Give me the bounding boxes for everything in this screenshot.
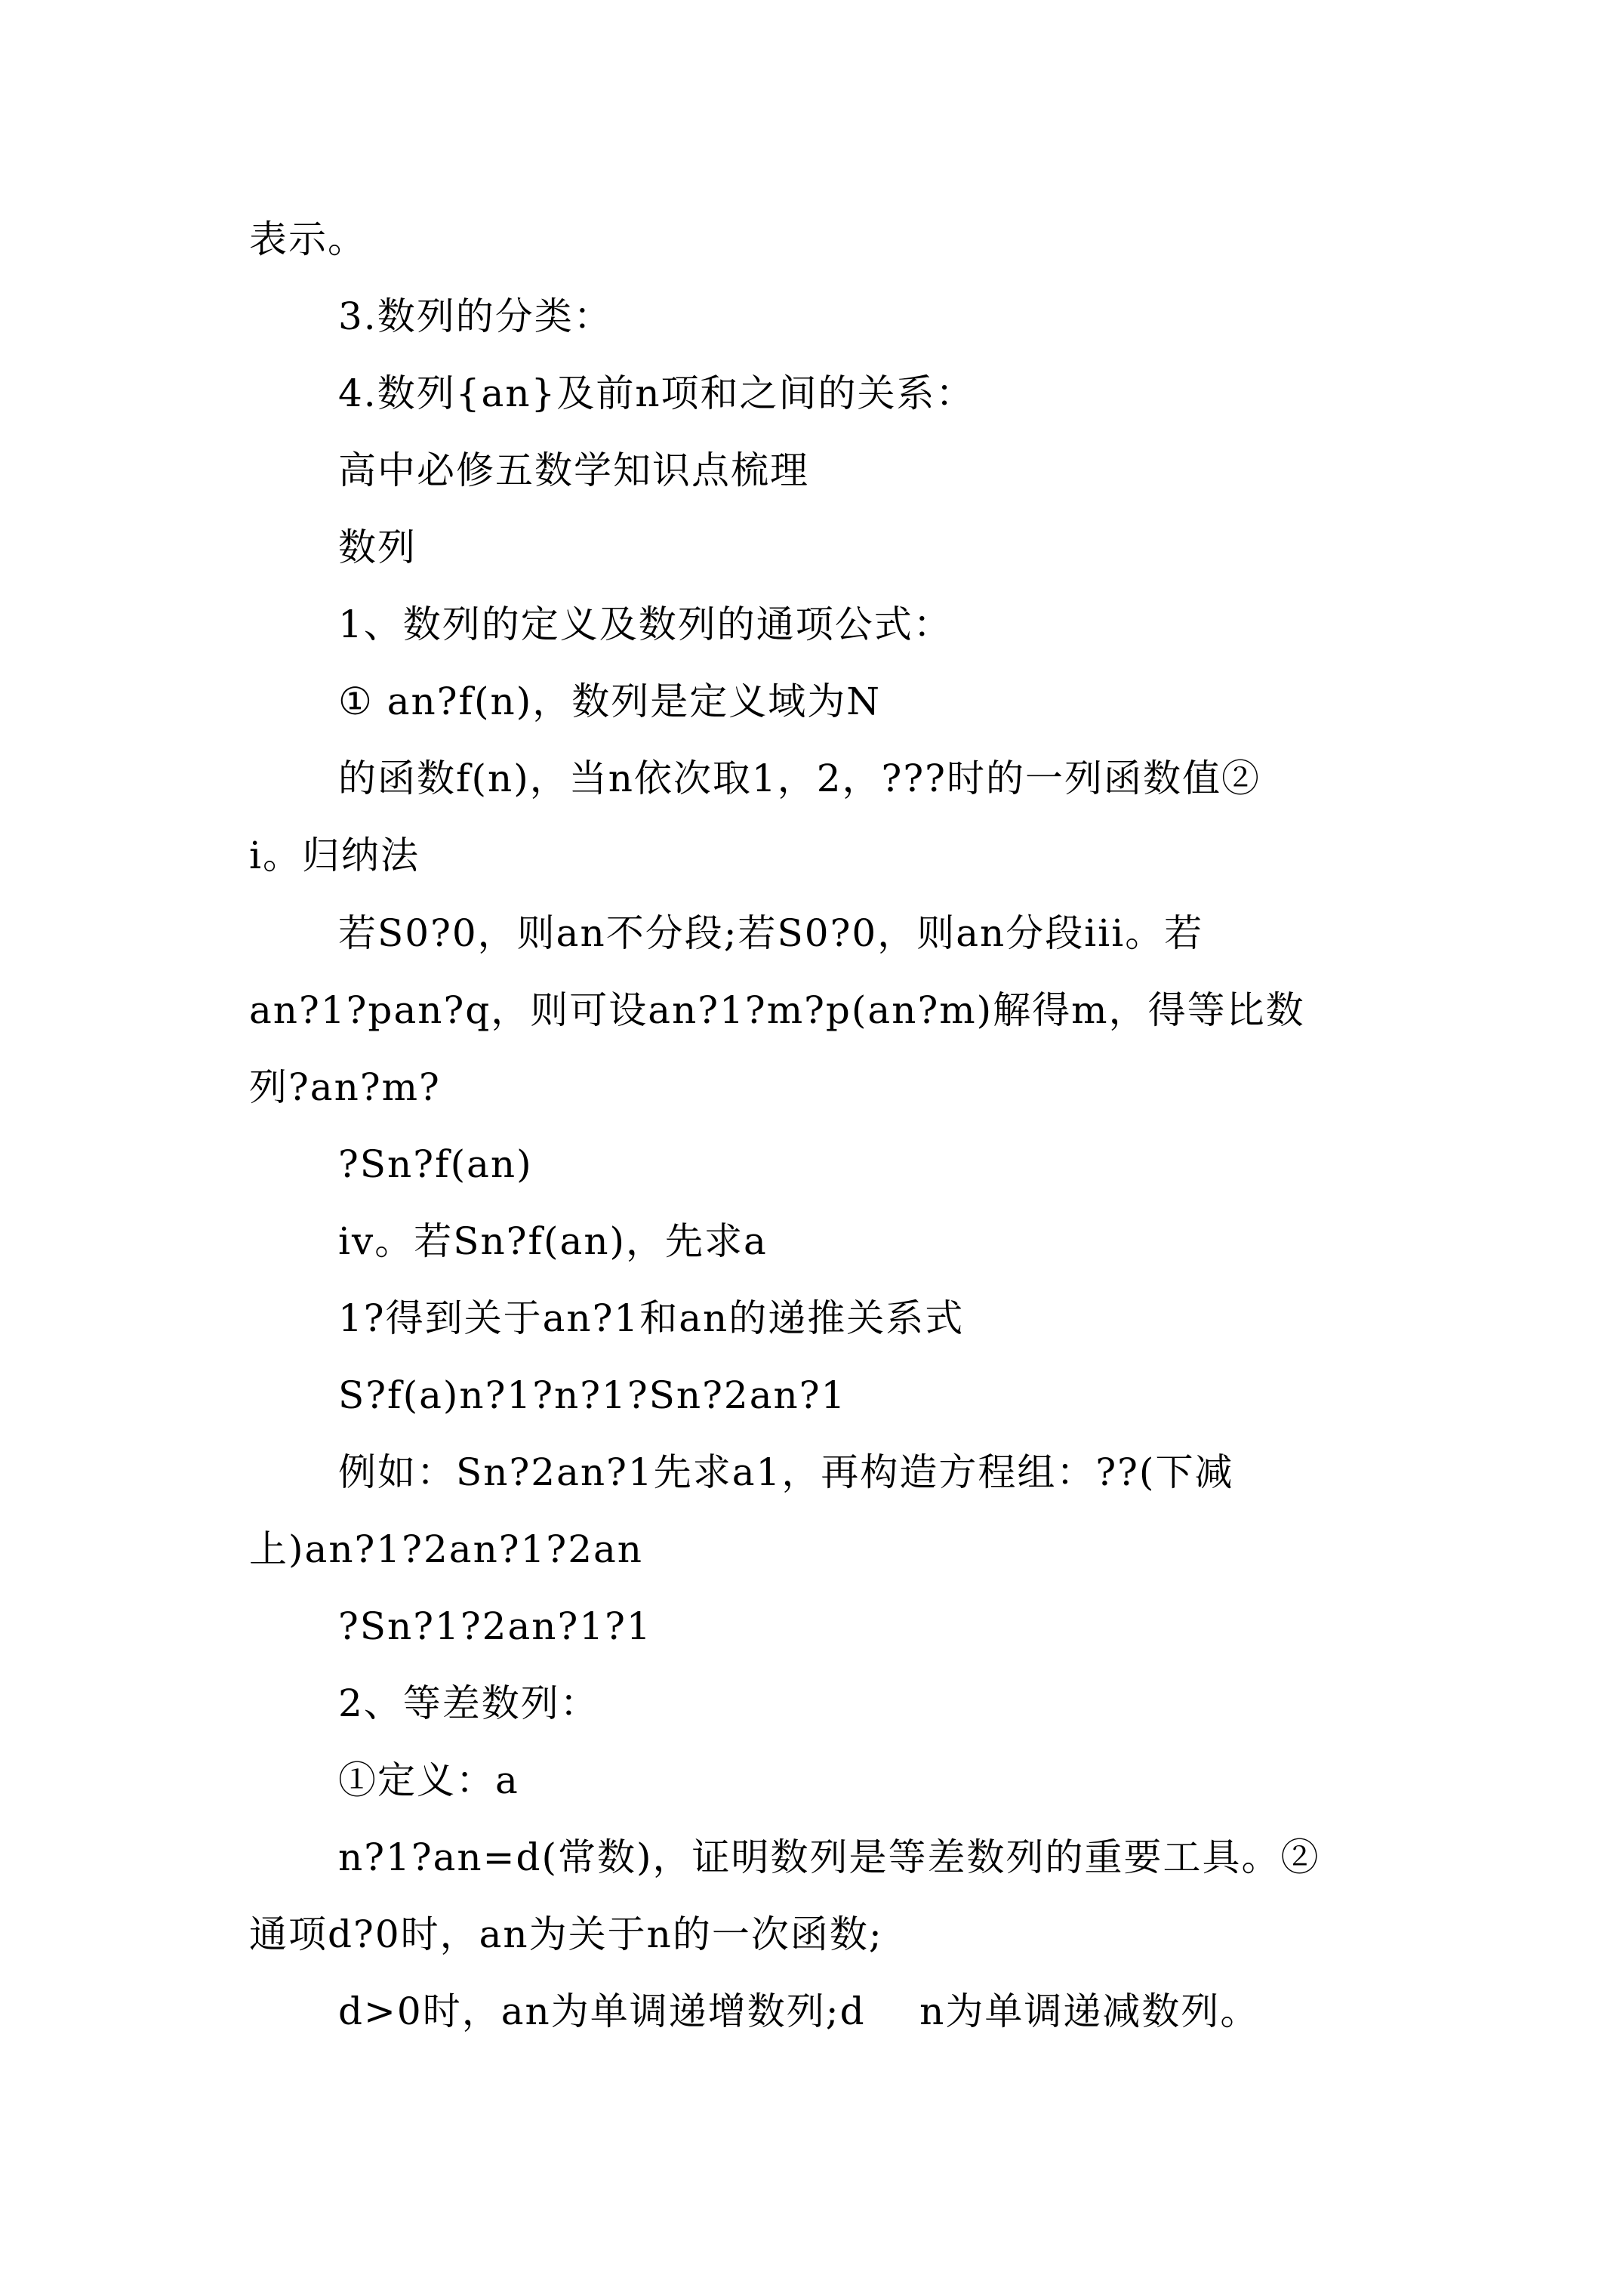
text-line: 列?an?m? xyxy=(249,1065,441,1109)
text-line: 例如：Sn?2an?1先求a1，再构造方程组：??(下减 xyxy=(338,1450,1234,1494)
section-heading: 数列 xyxy=(338,525,417,569)
text-line: d>0时，an为单调递增数列;d n为单调递减数列。 xyxy=(338,1989,1260,2033)
text-line: 1、数列的定义及数列的通项公式： xyxy=(338,603,953,646)
text-line: ① an?f(n)，数列是定义域为N xyxy=(338,680,882,723)
text-line: 1?得到关于an?1和an的递推关系式 xyxy=(338,1296,965,1340)
text-line: iv。若Sn?f(an)，先求a xyxy=(338,1219,768,1263)
section-title: 高中必修五数学知识点梳理 xyxy=(338,448,809,492)
text-line: S?f(a)n?1?n?1?Sn?2an?1 xyxy=(338,1373,847,1417)
text-line: 若S0?0，则an不分段;若S0?0，则an分段iii。若 xyxy=(338,911,1204,955)
text-line: n?1?an=d(常数)，证明数列是等差数列的重要工具。② xyxy=(338,1835,1320,1879)
text-line: i。归纳法 xyxy=(249,834,420,877)
text-line: 3.数列的分类： xyxy=(338,294,613,338)
text-line: ?Sn?1?2an?1?1 xyxy=(338,1604,652,1648)
text-line: 通项d?0时，an为关于n的一次函数; xyxy=(249,1912,883,1956)
text-line: ?Sn?f(an) xyxy=(338,1142,533,1186)
text-line: ①定义：a xyxy=(338,1758,519,1802)
text-line: 的函数f(n)，当n依次取1，2，???时的一列函数值② xyxy=(338,757,1261,800)
text-line: 上)an?1?2an?1?2an xyxy=(249,1527,644,1571)
text-line: 2、等差数列： xyxy=(338,1681,599,1725)
text-line: 4.数列{an}及前n项和之间的关系： xyxy=(338,371,975,415)
text-line: 表示。 xyxy=(249,217,367,261)
text-line: an?1?pan?q，则可设an?1?m?p(an?m)解得m，得等比数 xyxy=(249,988,1305,1032)
